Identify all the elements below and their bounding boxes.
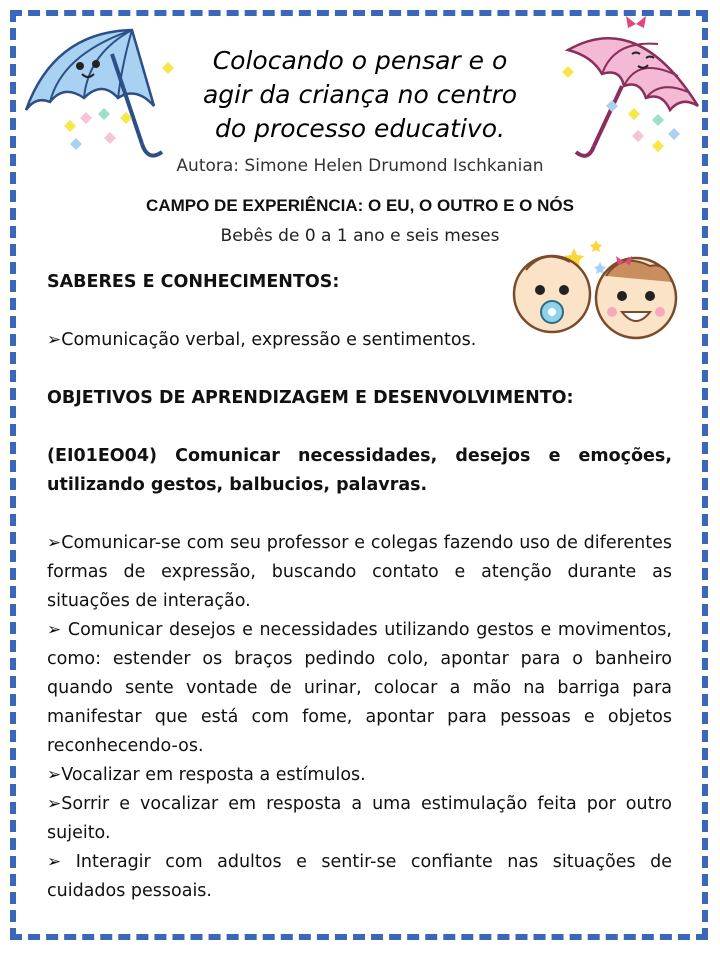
author-credit: Autora: Simone Helen Drumond Ischkanian: [176, 156, 544, 176]
title-line: agir da criança no centro: [202, 80, 518, 109]
list-item: ➢Vocalizar em resposta a estímulos.: [47, 765, 366, 785]
list-item: ➢Sorrir e vocalizar em resposta a uma estimulação feita por outro sujeito.: [47, 794, 672, 843]
bullet-arrow-icon: ➢: [47, 794, 62, 814]
title-line: Colocando o pensar e o: [212, 46, 508, 75]
content-body: [47, 268, 672, 906]
bullet-arrow-icon: ➢: [47, 765, 62, 785]
objective-code-statement: (EI01EO04) Comunicar necessidades, desejos e emoções, utilizando gestos, balbucios, palavras.: [47, 446, 672, 495]
list-item: ➢ Comunicar desejos e necessidades utilizando gestos e movimentos, como: estender os braços pedindo colo, apontar para o banheiro quando sente vontade de urinar, colocar a mão na barriga para manifestar que está com fome, apontar para pessoas e objetos reconhecendo-os.: [47, 620, 672, 756]
objetivos-heading: OBJETIVOS DE APRENDIZAGEM E DESENVOLVIMENTO:: [47, 388, 574, 408]
age-group: Bebês de 0 a 1 ano e seis meses: [220, 226, 500, 246]
bullet-arrow-icon: ➢: [47, 330, 62, 350]
campo-title: CAMPO DE EXPERIÊNCIA: O EU, O OUTRO E O NÓS: [146, 196, 574, 215]
list-item: ➢Comunicar-se com seu professor e colegas fazendo uso de diferentes formas de expressão, buscando contato e atenção durante as situações de interação.: [47, 533, 672, 611]
saberes-heading: SABERES E CONHECIMENTOS:: [47, 272, 340, 292]
page-title: [150, 44, 570, 146]
bullet-arrow-icon: ➢: [47, 533, 62, 553]
title-line: do processo educativo.: [215, 114, 505, 143]
pink-umbrella-icon: [548, 10, 708, 166]
bullet-arrow-icon: ➢: [47, 852, 62, 872]
bullet-arrow-icon: ➢: [47, 620, 62, 640]
list-item: ➢ Interagir com adultos e sentir-se confiante nas situações de cuidados pessoais.: [47, 852, 672, 901]
list-item: ➢Comunicação verbal, expressão e sentimentos.: [47, 330, 477, 350]
